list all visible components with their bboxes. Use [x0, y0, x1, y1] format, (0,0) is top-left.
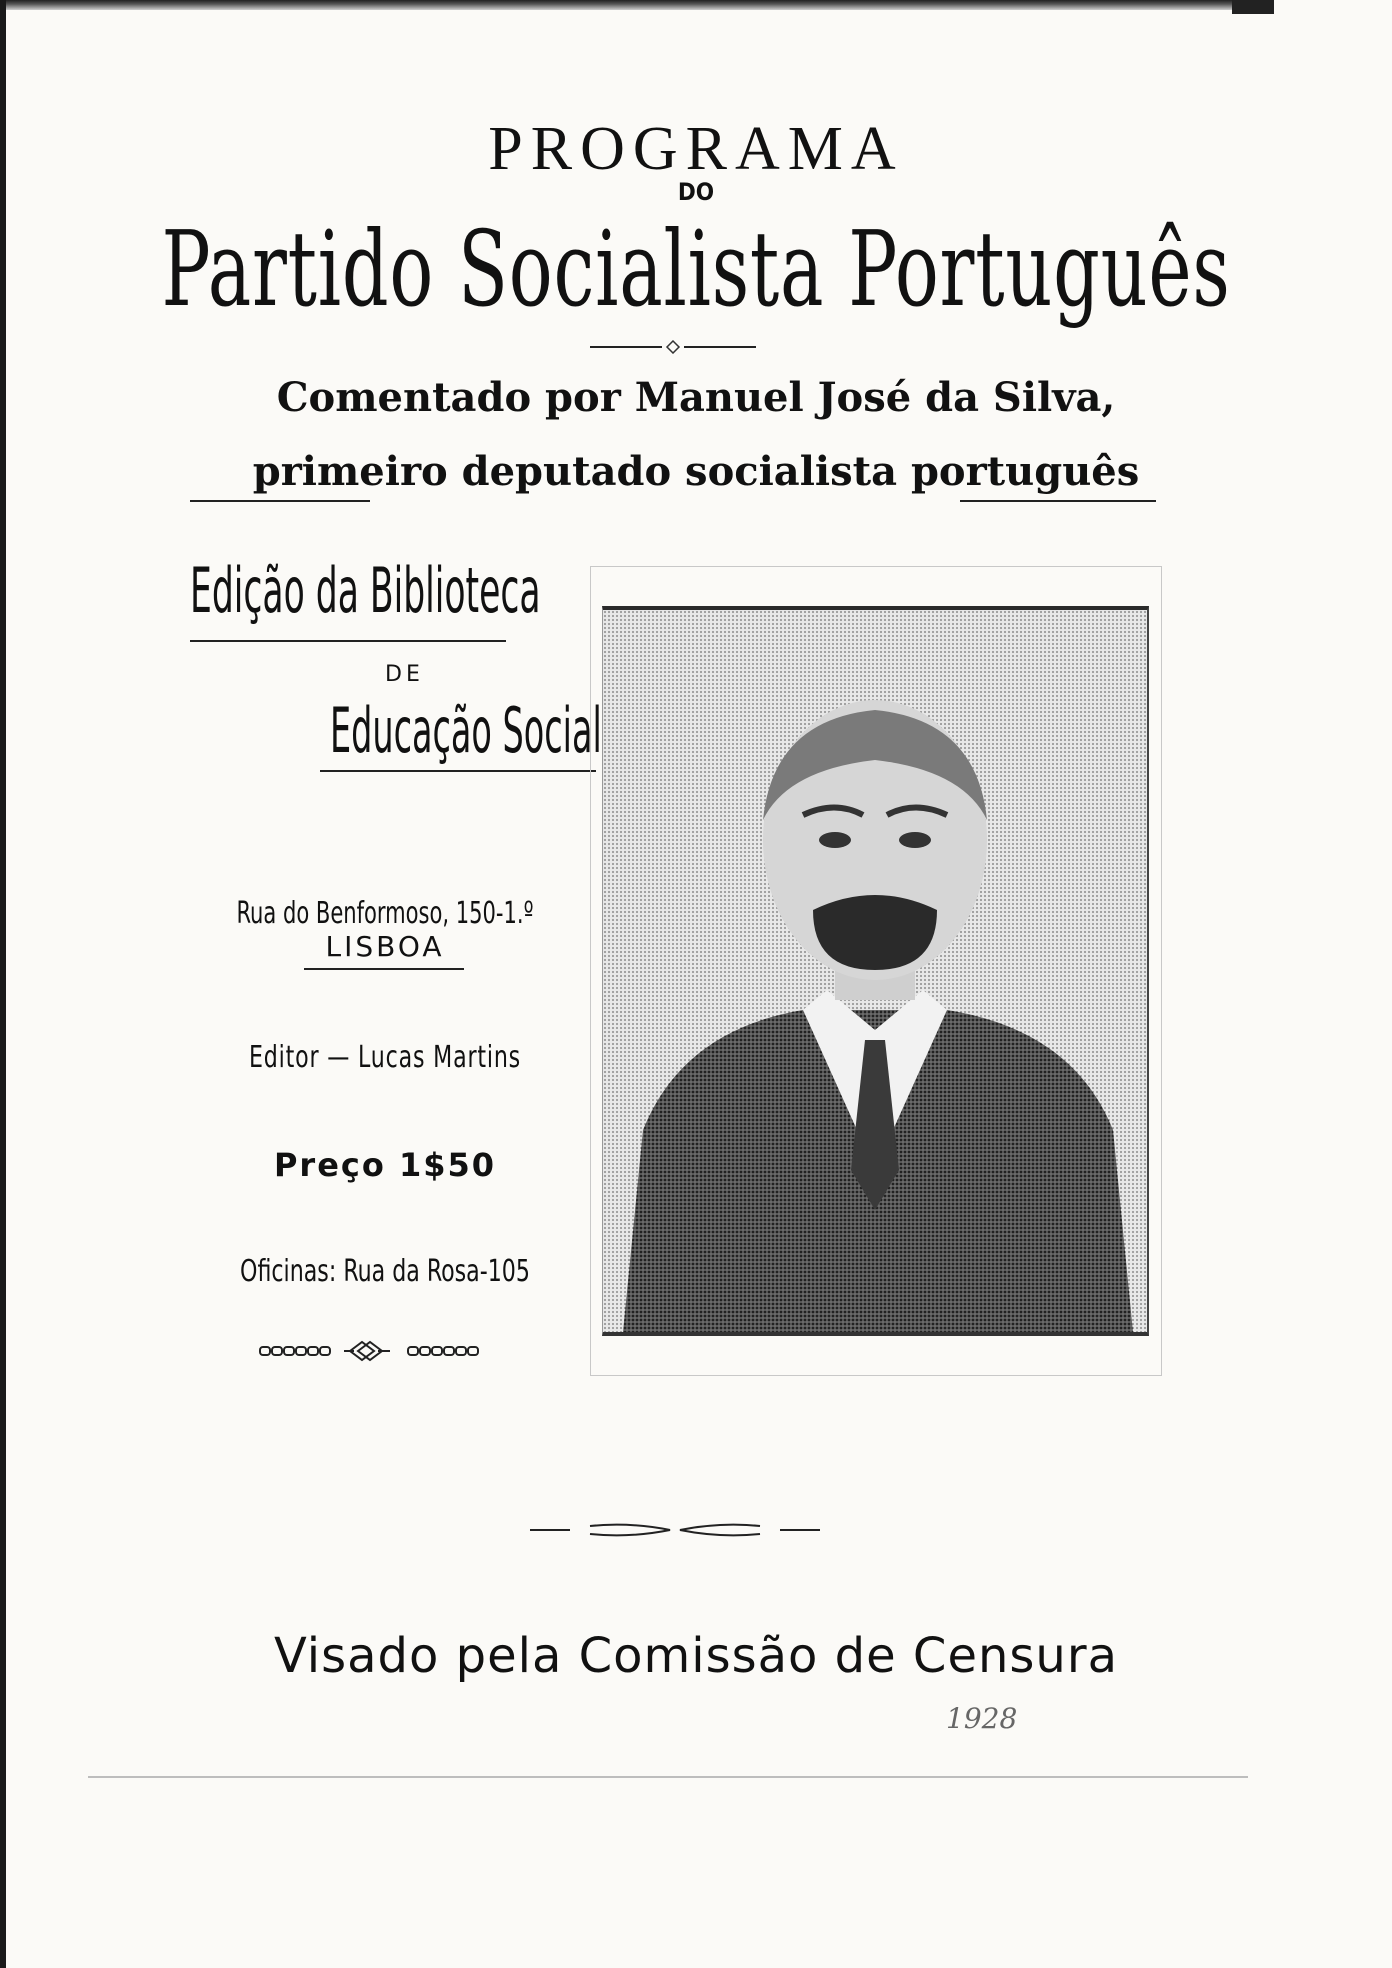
title-ornament-icon: [590, 340, 756, 354]
workshops-address: Oficinas: Rua da Rosa-105: [240, 1254, 530, 1289]
page-top-edge: [0, 0, 1270, 10]
section-divider-icon: [530, 1520, 820, 1540]
commentary-line-1: Comentado por Manuel José da Silva,: [276, 374, 1116, 421]
library-name: Educação Social: [330, 694, 602, 767]
publisher-editor: Editor — Lucas Martins: [248, 1040, 522, 1075]
commentary-underline-left: [190, 500, 370, 502]
price-label: Preço 1$50: [273, 1146, 497, 1184]
portrait-figure-icon: [603, 610, 1147, 1332]
page-title: Partido Socialista Português: [161, 208, 1231, 330]
edition-de: DE: [385, 662, 424, 687]
library-underline: [320, 770, 596, 772]
censorship-year: 1928: [946, 1702, 1018, 1735]
bottom-rule: [88, 1776, 1248, 1778]
page-corner-mark: [1232, 0, 1274, 14]
censorship-notice: Visado pela Comissão de Censura: [274, 1628, 1118, 1684]
publisher-address: Rua do Benformoso, 150-1.º: [236, 896, 534, 931]
heading-programa: PROGRAMA: [488, 115, 904, 183]
publisher-city: LISBOA: [325, 930, 445, 963]
commentary-line-2: primeiro deputado socialista português: [252, 448, 1140, 495]
portrait-photo: [602, 606, 1149, 1336]
chain-ornament-icon: [258, 1340, 518, 1362]
heading-do: DO: [677, 178, 715, 206]
city-underline: [304, 968, 464, 970]
edition-label: Edição da Biblioteca: [190, 554, 541, 627]
commentary-underline-right: [960, 500, 1156, 502]
edition-underline: [190, 640, 506, 642]
